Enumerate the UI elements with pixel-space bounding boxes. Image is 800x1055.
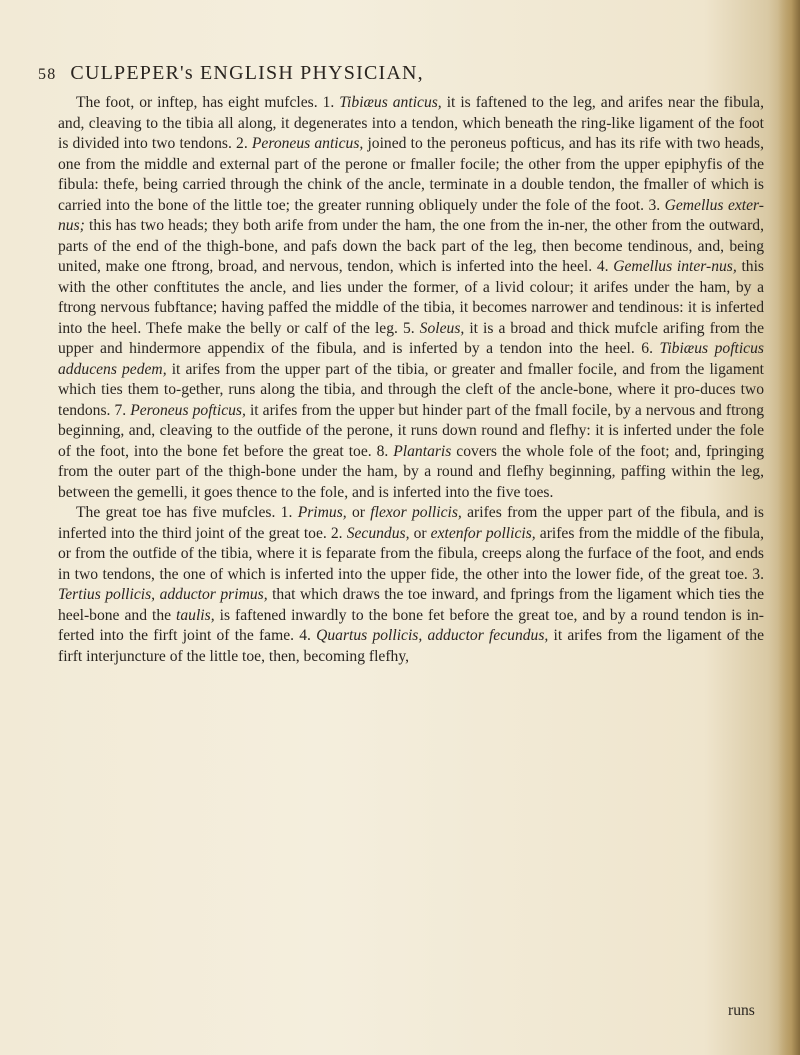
italic-term: Secundus, xyxy=(346,524,410,542)
text-run: joined to the peroneus pofticus, and has its rife with two heads, one from the middle and external part of the perone or fmaller focile; the other from the upper epiphyfis of the fibula: thefe, being carried through the chink of the ancle, terminate in a double tendon, the fmaller of which is carried into the bone of the little toe; the greater running obliquely under the fole of the foot. 3. xyxy=(58,135,764,214)
paragraph xyxy=(58,503,764,667)
italic-term: extenfor pollicis, xyxy=(430,524,536,542)
italic-term: Tibiæus pofticus adducens pedem, xyxy=(58,340,764,378)
page-edge-shadow xyxy=(778,0,800,1055)
paragraph xyxy=(58,93,764,503)
italic-term: Tibiæus anticus, xyxy=(339,94,442,111)
running-title: CULPEPER's ENGLISH PHYSICIAN, xyxy=(70,62,424,84)
text-run: The great toe has five mufcles. 1. xyxy=(76,504,298,521)
text-run: it arifes from the upper part of the tibia, or greater and fmaller focile, and from the ligament which ties them to-gether, runs along the tibia, and through the cleft of the ancle-bone, where it pro-duces two tendons. 7. xyxy=(58,360,765,419)
italic-term: Primus, xyxy=(297,504,347,521)
text-run: it arifes from the ligament of the firft interjuncture of the little toe, then, becoming flefhy, xyxy=(58,627,764,665)
text-run: this has two heads; they both arife from under the ham, the one from the in-ner, the other from the outward, parts of the end of the thigh-bone, and pafs down the back part of the leg, then become tendinous, and, being united, make one ftrong, broad, and nervous, tendon, which is inferted into the heel. 4. xyxy=(58,217,764,275)
text-run: it is faftened to the leg, and arifes near the fibula, and, cleaving to the tibia all along, it degenerates into a tendon, which beneath the ring-like ligament of the foot is divided into two tendons. 2. xyxy=(58,94,765,152)
text-run: it arifes from the upper but hinder part of the fmall focile, by a nervous and ftrong beginning, and, cleaving to the outfide of the perone, it runs down round and flefhy: it is inferted under the fole of the foot, into the bone fet before the great toe. 8. xyxy=(58,401,764,460)
body-text xyxy=(58,93,764,667)
italic-term: Gemellus exter-nus; xyxy=(58,196,764,234)
text-run: it is a broad and thick mufcle arifing from the upper and hindermore appendix of the fibula, and is inferted by a tendon into the heel. 6. xyxy=(58,319,764,357)
text-run: or xyxy=(346,504,371,521)
italic-term: taulis, xyxy=(176,606,215,624)
italic-term: Quartus pollicis, adductor fecundus, xyxy=(316,627,549,644)
text-run: is faftened inwardly to the bone fet before the great toe, and by a round tendon is in-ferted into the firft joint of the fame. 4. xyxy=(58,606,764,644)
text-run: covers the whole fole of the foot; and, fpringing from the outer part of the thigh-bone under the ham, by a round and flefhy beginning, paffing within the leg, between the gemelli, it goes thence to the fole, and is inferted into the five toes. xyxy=(58,442,764,501)
italic-term: Tertius pollicis, adductor primus, xyxy=(58,586,268,603)
page-number: 58 xyxy=(38,66,57,83)
italic-term: Plantaris xyxy=(393,442,452,460)
text-run: this with the other conftitutes the ancle, and lies under the former, of a livid colour; it arifes under the ham, by a ftrong nervous fubftance; having paffed the middle of the tibia, it becomes narrower and tendinous: it is inferted into the heel. Thefe make the belly or calf of the leg. 5. xyxy=(58,258,764,337)
text-run: or xyxy=(409,524,431,542)
text-run: The foot, or inftep, has eight mufcles. 1. xyxy=(76,94,340,111)
italic-term: Peroneus anticus, xyxy=(251,135,364,152)
italic-term: Gemellus inter-nus, xyxy=(613,258,737,275)
italic-term: Peroneus pofticus, xyxy=(130,401,246,419)
text-run: that which draws the toe inward, and fprings from the ligament which ties the heel-bone and the xyxy=(58,586,765,624)
italic-term: flexor pollicis, xyxy=(370,504,462,521)
italic-term: Soleus, xyxy=(419,319,465,337)
text-run: arifes from the upper part of the fibula, and is inferted into the third joint of the great toe. 2. xyxy=(58,504,764,542)
text-run: arifes from the middle of the fibula, or from the outfide of the tibia, where it is feparate from the fibula, creeps along the furface of the foot, and ends in two tendons, the one of which is inferted into the upper fide, the other into the lower fide, of the great toe. 3. xyxy=(58,524,764,583)
page-header xyxy=(38,62,758,90)
catchword: runs xyxy=(728,1002,755,1019)
